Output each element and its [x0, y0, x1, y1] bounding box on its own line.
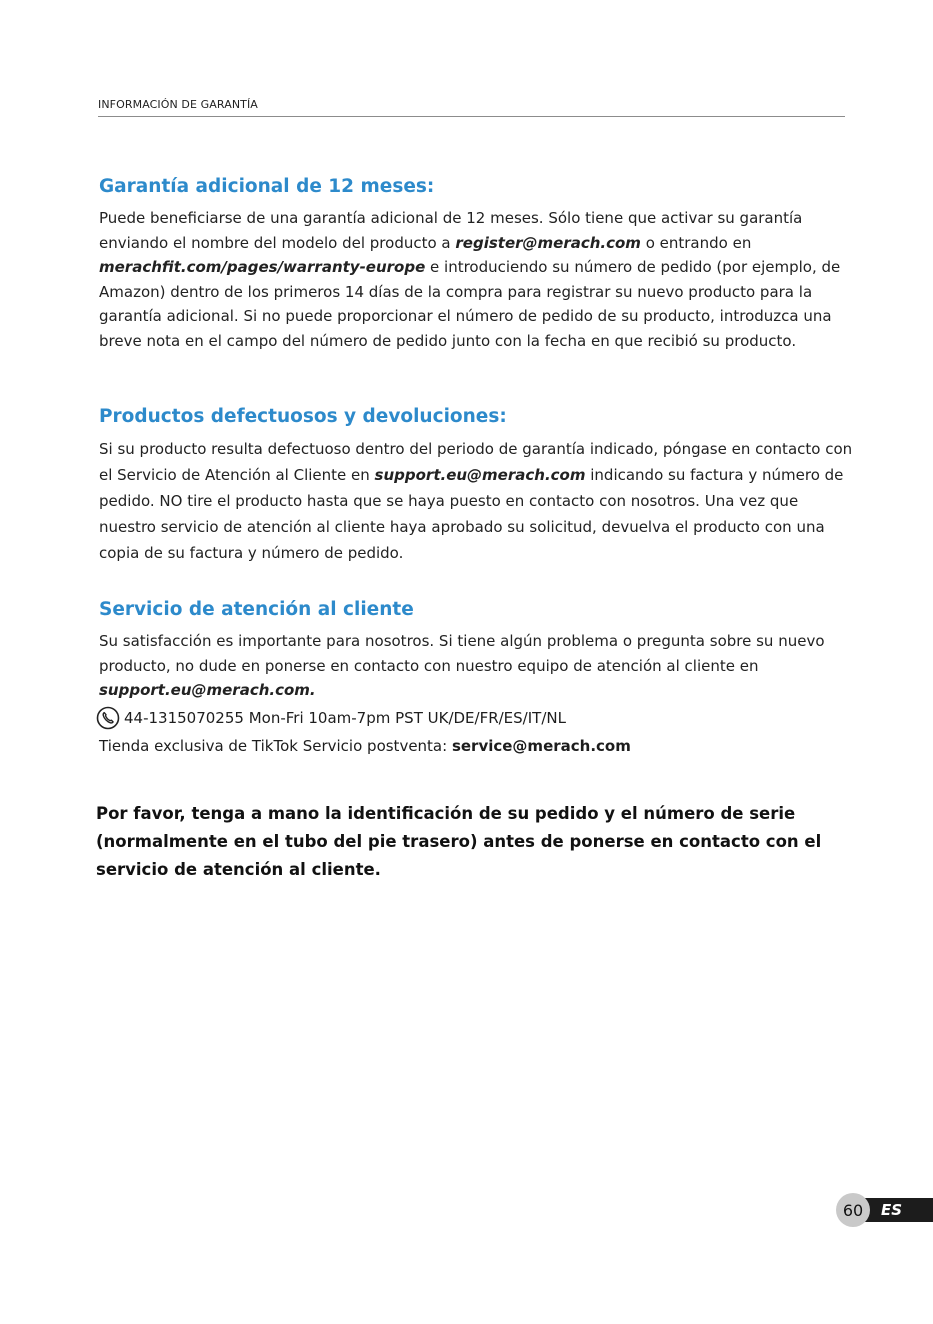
warranty-text-2: o entrando en: [640, 233, 752, 252]
service-email-link[interactable]: service@merach.com: [451, 736, 631, 755]
defects-heading: Productos defectuosos y devoluciones:: [99, 406, 507, 427]
contact-notice: Por favor, tenga a mano la identificación de su pedido y el número de serie (normalmente en el tubo del pie trasero) antes de ponerse en contacto con el servicio de atención al cliente.: [96, 804, 822, 879]
phone-text: 44-1315070255 Mon-Fri 10am-7pm PST UK/DE/FR/ES/IT/NL: [124, 708, 566, 727]
defects-section: [99, 406, 859, 566]
service-text-1: Su satisfacción es importante para nosotros. Si tiene algún problema o pregunta sobre su nuevo producto, no dude en ponerse en contacto con nuestro equipo de atención al cliente en: [99, 632, 825, 675]
language-code: ES: [881, 1201, 903, 1219]
service-section: [99, 599, 859, 758]
support-email-link[interactable]: support.eu@merach.com: [374, 466, 586, 484]
tiktok-shop-line: [99, 734, 859, 758]
service-heading: Servicio de atención al cliente: [99, 599, 414, 620]
warranty-heading: Garantía adicional de 12 meses:: [99, 176, 435, 197]
warranty-text-3: e introduciendo su número de pedido (por ejemplo, de Amazon) dentro de los primeros 14 días de la compra para registrar su nuevo producto para la garantía adicional. Si no puede proporcionar el número de pedido de su producto, introduzca una breve nota en el campo del número de pedido junto con la fecha en que recibió su producto.: [99, 258, 841, 350]
phone-line: [96, 706, 859, 730]
warranty-url-link[interactable]: merachfit.com/pages/warranty-europe: [99, 258, 426, 276]
page-header-title: INFORMACIÓN DE GARANTÍA: [98, 98, 258, 111]
defects-paragraph: [99, 436, 859, 566]
defects-text-2: indicando su factura y número de pedido. NO tire el producto hasta que se haya puesto en contacto con nosotros. Una vez que nuestro servicio de atención al cliente haya aprobado su solicitud, devuelva el producto con una copia de su factura y número de pedido.: [99, 466, 844, 562]
warranty-text-1: Puede beneficiarse de una garantía adicional de 12 meses. Sólo tiene que activar su garantía enviando el nombre del modelo del producto a: [99, 209, 803, 252]
service-paragraph: [99, 629, 859, 703]
defects-text-1: Si su producto resulta defectuoso dentro del periodo de garantía indicado, póngase en contacto con el Servicio de Atención al Cliente en: [99, 440, 853, 484]
header-divider: [98, 116, 845, 117]
warranty-paragraph: [99, 206, 859, 353]
service-support-email-link[interactable]: support.eu@merach.com.: [99, 681, 316, 699]
tiktok-shop-text: Tienda exclusiva de TikTok Servicio postventa:: [99, 736, 452, 755]
register-email-link[interactable]: register@merach.com: [455, 233, 641, 252]
phone-icon: [96, 706, 120, 730]
page-number: 60: [836, 1193, 870, 1227]
page-badge: [836, 1193, 933, 1227]
warranty-section: [99, 176, 859, 353]
